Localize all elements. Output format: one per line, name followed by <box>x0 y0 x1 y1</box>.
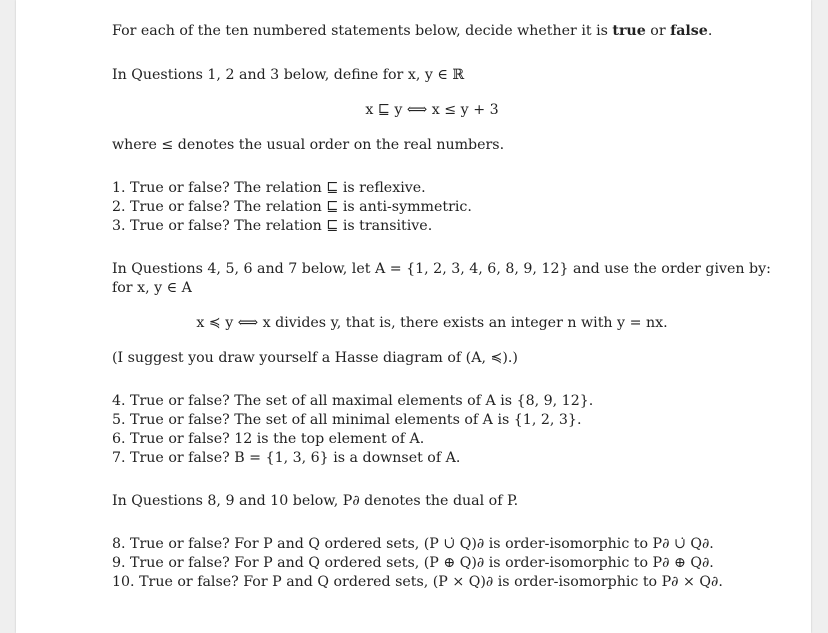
question-9: 9. True or false? For P and Q ordered sets, (P ⊕ Q)∂ is order-isomorphic to P∂ ⊕ Q∂. <box>112 555 714 571</box>
intro-true-word: true <box>612 23 646 39</box>
part2-suggestion: (I suggest you draw yourself a Hasse diagram of (A, ≼).) <box>112 350 518 366</box>
question-4: 4. True or false? The set of all maximal elements of A is {8, 9, 12}. <box>112 393 594 409</box>
part2-question-list <box>112 392 752 468</box>
part1-definition: x ⊑ y ⟺ x ≤ y + 3 <box>365 102 499 118</box>
part2-heading-line1: In Questions 4, 5, 6 and 7 below, let A = {1, 2, 3, 4, 6, 8, 9, 12} and use the order given by: <box>112 261 771 277</box>
part1-note: where ≤ denotes the usual order on the real numbers. <box>112 137 505 153</box>
document-content <box>112 22 771 592</box>
intro-prefix: For each of the ten numbered statements below, decide whether it is <box>112 23 613 39</box>
question-1: 1. True or false? The relation ⊑ is reflexive. <box>112 180 426 196</box>
part1-heading: In Questions 1, 2 and 3 below, define for x, y ∈ ℝ <box>112 67 465 83</box>
document-page <box>16 0 811 633</box>
question-3: 3. True or false? The relation ⊑ is transitive. <box>112 218 433 234</box>
question-5: 5. True or false? The set of all minimal elements of A is {1, 2, 3}. <box>112 412 582 428</box>
part2-heading-line2: for x, y ∈ A <box>112 280 192 296</box>
part1-question-list <box>112 179 752 236</box>
question-7: 7. True or false? B = {1, 3, 6} is a downset of A. <box>112 450 461 466</box>
question-2: 2. True or false? The relation ⊑ is anti-symmetric. <box>112 199 472 215</box>
part2-definition: x ≼ y ⟺ x divides y, that is, there exists an integer n with y = nx. <box>196 315 668 331</box>
question-8: 8. True or false? For P and Q ordered sets, (P ∪̇ Q)∂ is order-isomorphic to P∂ ∪̇ Q∂. <box>112 536 714 552</box>
question-10: 10. True or false? For P and Q ordered sets, (P × Q)∂ is order-isomorphic to P∂ × Q∂. <box>112 574 723 590</box>
part3-question-list <box>112 535 752 592</box>
intro-line <box>112 22 752 41</box>
intro-false-word: false <box>670 23 708 39</box>
intro-or-word: or <box>645 23 671 39</box>
intro-suffix: . <box>707 23 713 39</box>
question-6: 6. True or false? 12 is the top element of A. <box>112 431 425 447</box>
part3-heading: In Questions 8, 9 and 10 below, P∂ denotes the dual of P. <box>112 493 519 509</box>
